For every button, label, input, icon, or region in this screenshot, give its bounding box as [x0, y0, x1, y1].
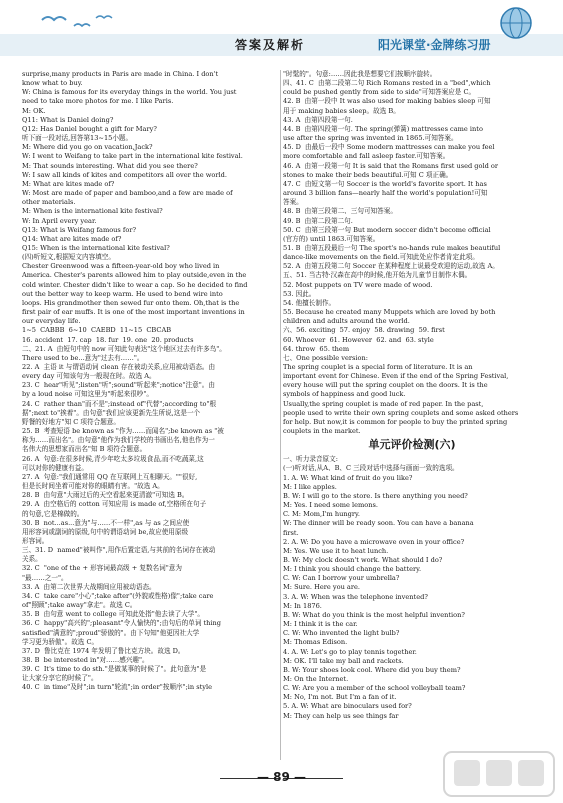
text-line: 37. D 鲁比克在 1974 年发明了鲁比克方块。故选 D。: [22, 646, 185, 655]
text-line: The spring couplet is a special form of literature. It is an: [283, 363, 473, 371]
text-line: 3. A. W: When was the telephone invented?: [283, 592, 428, 601]
section-title: 单元评价检测(六): [368, 438, 456, 452]
text-line: for help. But now,it is common for people to buy the printed spring: [283, 417, 508, 426]
text-line: 16. accident 17. cap 18. fur 19. one 20. products: [22, 335, 194, 344]
text-line: 39. C It's time to do sth."是做某事的时候了"。此句意为"是: [22, 665, 207, 674]
text-line: children and adults around the world.: [283, 317, 410, 326]
text-line: 答案。: [283, 198, 303, 207]
text-line: (官方的) until 1863.可知答案。: [283, 234, 380, 243]
text-line: 听下面一段对话,回答第13~15小题。: [22, 134, 133, 143]
text-line: Q15: When is the international kite festival?: [22, 243, 170, 252]
text-line: C. W: Are you a member of the school volleyball team?: [283, 684, 466, 693]
text-line: dance-like movements on the field.可知此处应作者肯定此项。: [283, 253, 479, 262]
text-line: Usually,the spring couplet is made of red paper. In the past,: [283, 399, 484, 408]
text-line: 42. B 由第一段中 It was also used for making babies sleep 可知: [283, 97, 491, 106]
header-title: 答案及解析: [234, 38, 305, 52]
text-line: M: No, I'm not. But I'm a fan of it.: [283, 693, 397, 702]
text-line: 野餐的好地方"知 C 项符合题意。: [22, 417, 120, 426]
text-line: 64. throw 65. them: [283, 344, 350, 353]
text-line: C. M: Mom,I'm hungry.: [283, 510, 360, 519]
text-line: stones to make their beds beautiful.可知 C 项正确。: [283, 170, 453, 179]
right-answers: [283, 70, 541, 436]
text-line: M: That sounds interesting. What did you see there?: [22, 161, 198, 170]
text-line: out the better way to keep warm. He used to bend wire into: [22, 289, 223, 298]
text-line: first.: [283, 528, 299, 537]
text-line: 2. A. W: Do you have a microwave oven in your office?: [283, 537, 465, 546]
text-line: couplets in the market.: [283, 427, 361, 436]
text-line: 52. Most puppets on TV were made of wood.: [283, 280, 433, 289]
text-line: 55. Because he created many Muppets which are loved by both: [283, 308, 496, 317]
text-line: 用于 making babies sleep。故选 B。: [283, 106, 400, 115]
text-line: 学习更为骄傲"。故选 C。: [22, 637, 99, 646]
text-line: M: I like apples.: [283, 482, 337, 491]
text-line: M: Where did you go on vacation,Jack?: [22, 143, 153, 152]
text-line: 43. A 由第四段第一句.: [283, 115, 353, 124]
text-line: America. Chester's parents allowed him to play outside,even in the: [22, 271, 247, 280]
text-line: 让大家分享它的时候了"。: [22, 674, 98, 683]
text-line: 但是长时间坐着可能对你的眼睛有害。"故选 A。: [22, 482, 164, 491]
text-line: our everyday life.: [22, 317, 81, 326]
text-line: M: On the Internet.: [283, 675, 349, 683]
text-line: 称为……而出名"。由句意"他作为我们学校的书画出名,他也作为一: [22, 436, 215, 445]
text-line: Chester Greenwood was a fifteen-year-old boy who lived in: [22, 262, 220, 271]
text-line: C. W: Who invented the light bulb?: [283, 629, 400, 638]
right-column: [283, 70, 541, 721]
text-line: "时髦的"。句意:……因此我是想要它们按顺序旋转。: [283, 70, 437, 78]
text-line: M: OK.: [22, 106, 46, 115]
text-line: "最……之一"。: [22, 573, 68, 582]
text-line: loops. His grandmother then sewed fur onto them. Oh,that is the: [22, 298, 240, 307]
text-line: 44. B 由第四段第一句. The spring(弹簧) mattresses came into: [283, 124, 483, 133]
text-line: of"照顾";take away"拿走"。故选 C。: [22, 601, 137, 610]
text-line: C. W: Can I borrow your umbrella?: [283, 574, 400, 583]
text-line: 36. C happy"高兴的";pleasant"令人愉快的";由句后的单词 thing: [22, 619, 221, 628]
text-line: 用形容词或副词的原级,句中的谓语动词 be,故应使用原级: [22, 527, 189, 536]
text-line: 名伟大的思想家而出名"知 B 项符合题意。: [22, 445, 147, 454]
text-line: 50. C 由第三段第一句 But modern soccer didn't become official: [283, 225, 491, 234]
birds-icon: [40, 10, 120, 32]
text-line: 形容词。: [22, 536, 49, 545]
text-line: 32. C "one of the + 形容词最高级 + 复数名词"意为: [22, 564, 182, 573]
text-line: 1. A. W: What kind of fruit do you like?: [283, 473, 413, 482]
text-line: 49. B 由第二段第二句.: [283, 216, 353, 225]
text-line: M: When is the international kite festival?: [22, 207, 163, 216]
text-line: 四、41. C 由第二段第二句 Rich Romans rested in a "bed",which: [283, 79, 491, 88]
text-line: 40. C in time"及时";in turn"轮流";in order"按顺序";in style: [22, 683, 213, 692]
text-line: M: Sure. Here you are.: [283, 583, 361, 592]
text-line: 29. A 由空格后的 cotton 可知应用 is made of,空格所在句子: [22, 500, 207, 509]
text-line: W: Most are made of paper and bamboo,and a few are made of: [22, 189, 233, 198]
text-line: 54. 他擅长制作。: [283, 298, 336, 307]
text-line: 25. B 考查短语 be known as "作为……而闻名";be known as "被: [22, 427, 224, 436]
text-line: 23. C hear"听见";listen"听";sound"听起来";notice"注意"。由: [22, 381, 215, 390]
text-line: symbols of happiness and good luck.: [283, 390, 406, 399]
text-line: every house will put the spring couplet on the doors. It is the: [283, 381, 488, 390]
text-line: every day 可知该句为一般现在时。故选 A。: [22, 372, 156, 381]
text-line: 53. 因此。: [283, 289, 316, 298]
text-line: 关系。: [22, 555, 42, 564]
text-line: important event for Chinese. Even if the end of the Spring Festival,: [283, 372, 509, 381]
text-line: M: Thomas Edison.: [283, 638, 348, 647]
text-line: by a loud noise 可知这里为"听起来很吵"。: [22, 390, 154, 399]
text-line: M: Yes. We use it to heat lunch.: [283, 546, 389, 555]
text-line: M: They can help us see things far: [283, 711, 399, 720]
text-line: 24. C rather than"而不是";instead of"代替";according to"根: [22, 399, 217, 408]
text-line: could be pushed gently from side to side"可知答案应是 C。: [283, 88, 476, 97]
text-line: 52. A 由第五段第二句 Soccer 在某种程度上说最受欢迎的运动,故选 A。: [283, 262, 499, 271]
text-line: 六、56. exciting 57. enjoy 58. drawing 59. first: [283, 326, 445, 335]
right-listening-script: [283, 455, 541, 721]
text-line: There used to be...意为"过去有……"。: [22, 353, 144, 362]
text-line: Q14: What are kites made of?: [22, 234, 122, 243]
text-line: 28. B 由句意"大雨过后的天空看起来更清澈"可知选 B。: [22, 491, 189, 500]
text-line: W: I went to Weifang to take part in the international kite festival.: [22, 152, 243, 161]
text-line: M: I think you should change the battery.: [283, 565, 422, 574]
text-line: 46. A 由第一段第一句 It is said that the Romans first used gold or: [283, 161, 499, 170]
globe-icon: [490, 6, 542, 40]
page-header: [0, 0, 563, 62]
text-line: (一)听对话,从A、B、C 三段对话中选择与画面一致的选项。: [283, 464, 459, 473]
text-line: 三、31. D named"被叫作",用作后置定语,与其前的名词存在被动: [22, 546, 216, 555]
text-line: 27. A 句意:"我们通常用 QQ 在互联网上互相聊天。""很好,: [22, 472, 198, 481]
text-line: M: Yes. I need some lemons.: [283, 501, 378, 510]
text-line: W: China is famous for its everyday things in the world. You just: [22, 88, 237, 97]
text-line: first pair of ear muffs. It is one of the most important inventions in: [22, 308, 245, 317]
text-line: people used to write their own spring couplets and some asked others: [283, 408, 519, 417]
text-line: know what to buy.: [22, 79, 83, 88]
text-line: 1~5 CABBB 6~10 CAEBD 11~15 CBCAB: [22, 326, 172, 335]
page-number: — 89 —: [256, 770, 307, 784]
text-line: 47. C 由短文第一句 Soccer is the world's favorite sport. It has: [283, 179, 487, 188]
text-line: 51. B 由第五段最后一句 The sport's no-hands rule makes beautiful: [283, 243, 501, 252]
text-line: around 3 billion fans—nearly half the world's population!可知: [283, 189, 488, 198]
text-line: 60. Whoever 61. However 62. and 63. style: [283, 335, 434, 344]
text-line: other materials.: [22, 198, 76, 207]
text-line: W: In April every year.: [22, 216, 97, 225]
text-line: 的句意,它是棉做的。: [22, 509, 84, 518]
text-line: 22. A 主语 it 与谓语动词 clean 存在被动关系,应用被动语态。由: [22, 363, 216, 371]
text-line: 五、51. 当古特·汉森在高中的时候,他开始为儿童节目制作木偶。: [283, 271, 472, 280]
text-line: need to take more photos for me. I like Paris.: [22, 97, 174, 106]
text-line: 七、One possible version:: [283, 353, 368, 362]
text-line: B. W: I will go to the store. Is there anything you need?: [283, 491, 468, 500]
text-line: 5. A. W: What are binoculars used for?: [283, 702, 412, 711]
text-line: Q13: What is Weifang famous for?: [22, 225, 137, 234]
text-line: 二、21. A 由短句中的 now 可知此句表达"这个地区过去有许多鸟"。: [22, 344, 226, 353]
text-line: (四)听短文,根据短文内容填空。: [22, 253, 115, 262]
text-line: Q11: What is Daniel doing?: [22, 115, 114, 124]
text-line: B. W: Your shoes look cool. Where did you buy them?: [283, 665, 461, 674]
text-line: W: The dinner will be ready soon. You can have a banana: [283, 519, 474, 528]
text-line: Q12: Has Daniel bought a gift for Mary?: [22, 124, 157, 133]
text-line: 45. D 由最后一段中 Some modern mattresses can make you feel: [283, 143, 495, 152]
text-line: use after the spring was invented in 1865.可知答案。: [283, 134, 458, 143]
text-line: 4. A. W: Let's go to play tennis together.: [283, 647, 417, 656]
text-line: 一、听力录音原文:: [283, 455, 338, 464]
text-line: cold winter. Chester didn't like to wear a cap. So he decided to find: [22, 280, 248, 289]
column-divider: [280, 70, 281, 760]
text-line: satisfied"满意的";proud"骄傲的"。由下句知"他更因社大学: [22, 628, 200, 637]
text-line: 可以对你的健康有益。: [22, 463, 88, 472]
left-column: [22, 70, 280, 693]
text-line: 26. A 句意:在很多时候,青少年吃太多垃圾食品,而不吃蔬菜,这: [22, 454, 204, 463]
text-line: 33. A 由第二次世界大战期间应用被动语态。: [22, 582, 156, 591]
text-line: 据";next to"挨着"。由句意"我们应该更新先生所说,这是一个: [22, 408, 201, 417]
text-line: B. W: My clock doesn't work. What should I do?: [283, 555, 443, 564]
text-line: 30. B not...as...意为"与……不一样",as 与 as 之间应使: [22, 518, 190, 527]
text-line: 35. B 由句意 went to college 可知此处指"他去读了大学"。: [22, 610, 204, 619]
text-line: M: What are kites made of?: [22, 179, 115, 188]
text-line: 48. B 由第三段第二、三句可知答案。: [283, 207, 397, 216]
text-line: M: I think it is the car.: [283, 620, 358, 629]
text-line: M: OK. I'll take my ball and rackets.: [283, 656, 404, 665]
text-line: 34. C take care"小心";take after"(外貌或性格)像";take care: [22, 591, 214, 600]
text-line: W: I saw all kinds of kites and competitors all over the world.: [22, 170, 227, 179]
text-line: more comfortable and fall asleep faster.可知答案。: [283, 152, 450, 161]
text-line: surprise,many products in Paris are made in China. I don't: [22, 70, 219, 78]
text-line: M: In 1876.: [283, 601, 322, 610]
text-line: 38. B be interested in"对……感兴趣"。: [22, 656, 149, 664]
header-brand: 阳光课堂·金牌练习册: [378, 38, 491, 52]
watermark-logo: [440, 748, 558, 800]
text-line: B. W: What do you think is the most helpful invention?: [283, 610, 465, 619]
